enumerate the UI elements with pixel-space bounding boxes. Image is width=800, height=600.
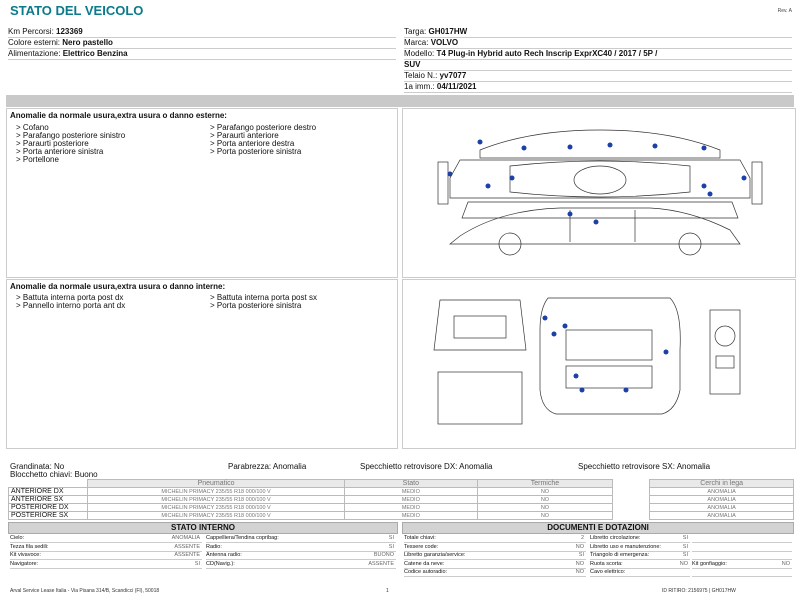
status-cell-label: Triangolo di emergenza: xyxy=(590,552,650,558)
exterior-car-diagram xyxy=(420,118,780,268)
hail-status: Grandinata: No xyxy=(10,462,65,471)
damage-item: > Battuta interna porta post dx xyxy=(16,293,124,302)
status-cell-label: Catene da neve: xyxy=(404,560,445,567)
damage-item: > Porta posteriore sinistra xyxy=(210,147,302,156)
status-cell-label: Kit vivavoce: xyxy=(10,552,41,558)
tyre-model: MICHELIN PRIMACY 235/55 R18 000/100 V xyxy=(88,496,345,504)
status-cell xyxy=(404,568,586,577)
tyre-state: MEDIO xyxy=(344,504,477,512)
damage-item: > Porta anteriore sinistra xyxy=(16,147,104,156)
tyre-position: POSTERIORE DX xyxy=(9,504,88,512)
col-header-rims: Cerchi in lega xyxy=(650,480,794,488)
damage-item: > Paraurti anteriore xyxy=(210,131,279,140)
damage-item: > Paraurti posteriore xyxy=(16,139,89,148)
tyre-winter: NO xyxy=(477,504,612,512)
model-value-cont: SUV xyxy=(404,60,421,69)
table-row xyxy=(9,488,794,496)
status-cell-label: CD(Navig.): xyxy=(206,560,235,567)
external-damage-title: Anomalie da normale usura,extra usura o danno esterne: xyxy=(10,111,227,120)
tyre-winter: NO xyxy=(477,488,612,496)
reg-value: 04/11/2021 xyxy=(436,82,477,91)
windshield-status: Parabrezza: Anomalia xyxy=(228,462,307,471)
tyre-rims: ANOMALIA xyxy=(650,504,794,512)
status-cell-value: ASSENTE xyxy=(174,543,200,550)
status-cell-label: Cavo elettrico: xyxy=(590,569,626,575)
external-damage-list-1 xyxy=(16,124,125,164)
footer-company: Arval Service Lease Italia - Via Pisana 314/B, Scandicci (FI), 50018 xyxy=(10,588,160,594)
tyre-model: MICHELIN PRIMACY 235/55 R18 000/100 V xyxy=(88,488,345,496)
table-row xyxy=(9,504,794,512)
damage-item: > Porta anteriore destra xyxy=(210,139,295,148)
brand-label: Marca: xyxy=(404,38,429,47)
internal-damage-title: Anomalie da normale usura,extra usura o danno interne: xyxy=(10,282,226,291)
separator-band xyxy=(6,95,794,107)
status-cell-label: Codice autoradio: xyxy=(404,569,448,575)
damage-item: > Parafango posteriore sinistro xyxy=(16,131,126,140)
tyre-winter: NO xyxy=(477,496,612,504)
damage-item: > Battuta interna porta post sx xyxy=(210,293,317,302)
tyre-position: ANTERIORE SX xyxy=(9,496,88,504)
status-cell-label: Radio: xyxy=(206,543,222,550)
status-cell-value: NO xyxy=(679,560,688,567)
status-cell-label: Antenna radio: xyxy=(206,552,242,558)
status-cell-label: Cappelliera/Tendina copribag: xyxy=(206,535,279,541)
status-cell-label: Libretto circolazione: xyxy=(590,535,641,541)
status-cell-label: Cielo: xyxy=(10,535,25,541)
status-cell-label: Libretto uso e manutenzione: xyxy=(590,543,661,550)
tyre-rims: ANOMALIA xyxy=(650,488,794,496)
revision-label: Rev. A xyxy=(777,8,792,14)
fuel-row xyxy=(8,48,396,60)
status-cell xyxy=(692,568,792,577)
brand-value: VOLVO xyxy=(430,38,459,47)
status-cell-value: NO xyxy=(575,569,584,575)
status-cell-value: NO xyxy=(781,560,790,567)
tyre-position: POSTERIORE SX xyxy=(9,512,88,520)
status-cell-value: NO xyxy=(575,543,584,550)
status-cell-label: Totale chiavi: xyxy=(404,535,436,541)
status-cell-value: ASSENTE xyxy=(368,560,394,567)
status-cell-label: Ruota scorta: xyxy=(590,560,623,567)
damage-item: > Cofano xyxy=(16,123,49,132)
table-header-row xyxy=(9,480,794,488)
damage-item: > Parafango posteriore destro xyxy=(210,123,317,132)
tyre-model: MICHELIN PRIMACY 235/55 R18 000/100 V xyxy=(88,504,345,512)
status-cell-label: Tezza fila sedili: xyxy=(10,543,49,550)
external-damage-list-2 xyxy=(210,124,316,156)
status-cell-value: ASSENTE xyxy=(174,552,200,558)
fuel-label: Alimentazione: xyxy=(8,49,61,58)
documents-header: DOCUMENTI E DOTAZIONI xyxy=(402,522,794,534)
model-label: Modello: xyxy=(404,49,435,58)
mirror-dx-status: Specchietto retrovisore DX: Anomalia xyxy=(360,462,493,471)
tyre-model: MICHELIN PRIMACY 235/55 R18 000/100 V xyxy=(88,512,345,520)
damage-item: > Pannello interno porta ant dx xyxy=(16,301,126,310)
status-cell-label: Kit gonfiaggio: xyxy=(692,560,727,567)
status-cell xyxy=(206,560,396,569)
interior-status-header: STATO INTERNO xyxy=(8,522,398,534)
table-row xyxy=(9,512,794,520)
tyre-winter: NO xyxy=(477,512,612,520)
plate-value: GH017HW xyxy=(428,27,468,36)
col-header-winter: Termiche xyxy=(477,480,612,488)
damage-item: > Porta posteriore sinistra xyxy=(210,301,302,310)
footer-id: ID RITIRO: 2156975 | GH017HW xyxy=(662,588,736,594)
km-value: 123369 xyxy=(56,27,83,36)
status-cell-value: NO xyxy=(575,560,584,567)
status-cell-value: SI xyxy=(682,543,688,550)
damage-item: > Portellone xyxy=(16,155,59,164)
tyre-rims: ANOMALIA xyxy=(650,496,794,504)
reg-row xyxy=(404,81,792,93)
mirror-sx-status: Specchietto retrovisore SX: Anomalia xyxy=(578,462,711,471)
status-cell xyxy=(10,560,202,569)
interior-car-diagram xyxy=(430,290,780,440)
plate-label: Targa: xyxy=(404,27,427,36)
color-label: Colore esterni: xyxy=(8,38,61,47)
internal-damage-list-1 xyxy=(16,294,125,310)
status-cell-value: SI xyxy=(682,552,688,558)
tyre-state: MEDIO xyxy=(344,488,477,496)
vin-value: yv7077 xyxy=(439,71,467,80)
status-cell-value: 2 xyxy=(580,535,584,541)
col-header-tyre: Pneumatico xyxy=(88,480,345,488)
status-cell xyxy=(590,568,690,577)
status-cell-label: Navigatore: xyxy=(10,560,39,567)
status-cell-value: ANOMALIA xyxy=(171,535,200,541)
status-cell-label: Tessere code: xyxy=(404,543,439,550)
status-cell-value: SI xyxy=(578,552,584,558)
color-value: Nero pastello xyxy=(62,38,113,47)
table-row xyxy=(9,496,794,504)
status-cell-value: SI xyxy=(388,535,394,541)
status-cell-value: SI xyxy=(194,560,200,567)
footer-page: 1 xyxy=(386,588,389,594)
tyres-table xyxy=(8,479,794,520)
status-cell-value: BUONO xyxy=(373,552,394,558)
reg-label: 1a imm.: xyxy=(404,82,435,91)
status-cell-label: Libretto garanzia/service: xyxy=(404,552,466,558)
status-cell-value: SI xyxy=(682,535,688,541)
status-cell-value: SI xyxy=(388,543,394,550)
tyre-position: ANTERIORE DX xyxy=(9,488,88,496)
model-value: T4 Plug-in Hybrid auto Rech Inscrip ExprXC40 / 2017 / 5P / xyxy=(436,49,658,58)
tyre-state: MEDIO xyxy=(344,512,477,520)
km-label: Km Percorsi: xyxy=(8,27,54,36)
key-lock-status: Blocchetto chiavi: Buono xyxy=(10,470,98,479)
vin-label: Telaio N.: xyxy=(404,71,438,80)
page-title: STATO DEL VEICOLO xyxy=(10,3,144,18)
tyre-rims: ANOMALIA xyxy=(650,512,794,520)
tyre-state: MEDIO xyxy=(344,496,477,504)
col-header-state: Stato xyxy=(344,480,477,488)
internal-damage-list-2 xyxy=(210,294,317,310)
fuel-value: Elettrico Benzina xyxy=(62,49,128,58)
